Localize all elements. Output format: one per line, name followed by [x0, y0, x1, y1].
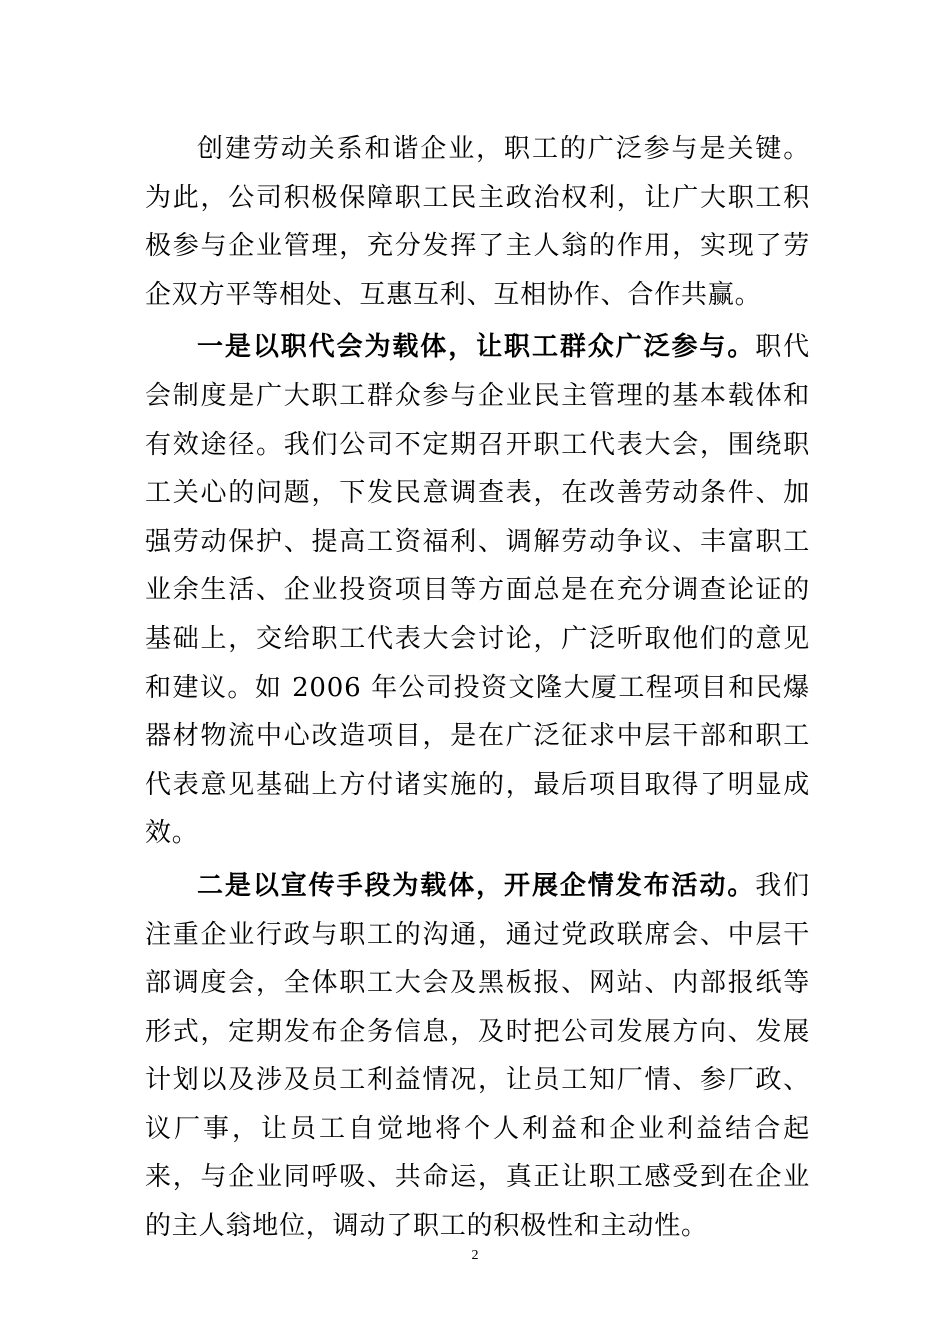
paragraph-text: 创建劳动关系和谐企业，职工的广泛参与是关键。为此，公司积极保障职工民主政治权利，让广大职工积极参与企业管理，充分发挥了主人翁的作用，实现了劳企双方平等相处、互惠互利、互相协作、合作共赢。 [145, 134, 810, 310]
paragraph-text: 职代会制度是广大职工群众参与企业民主管理的基本载体和有效途径。我们公司不定期召开职工代表大会，围绕职工关心的问题，下发民意调查表，在改善劳动条件、加强劳动保护、提高工资福利、调解劳动争议、丰富职工业余生活、企业投资项目等方面总是在充分调查论证的基础上，交给职工代表大会讨论，广泛听取他们的意见和建议。如 2006 年公司投资文隆大厦工程项目和民爆器材物流中心改造项目，是在广泛征求中层干部和职工代表意见基础上方付诸实施的，最后项目取得了明显成效。 [145, 332, 810, 849]
paragraph-workers-congress [145, 323, 810, 858]
paragraph-lead: 一是以职代会为载体，让职工群众广泛参与。 [197, 332, 756, 363]
paragraph-publicity [145, 862, 810, 1251]
paragraph-lead: 二是以宣传手段为载体，开展企情发布活动。 [197, 870, 756, 901]
body-text [145, 125, 810, 1251]
paragraph-text: 我们注重企业行政与职工的沟通，通过党政联席会、中层干部调度会，全体职工大会及黑板报、网站、内部报纸等形式，定期发布企务信息，及时把公司发展方向、发展计划以及涉及员工利益情况，让员工知厂情、参厂政、议厂事，让员工自觉地将个人利益和企业利益结合起来，与企业同呼吸、共命运，真正让职工感受到在企业的主人翁地位，调动了职工的积极性和主动性。 [145, 870, 810, 1242]
paragraph-intro [145, 125, 810, 319]
page-number: 2 [471, 1248, 479, 1263]
